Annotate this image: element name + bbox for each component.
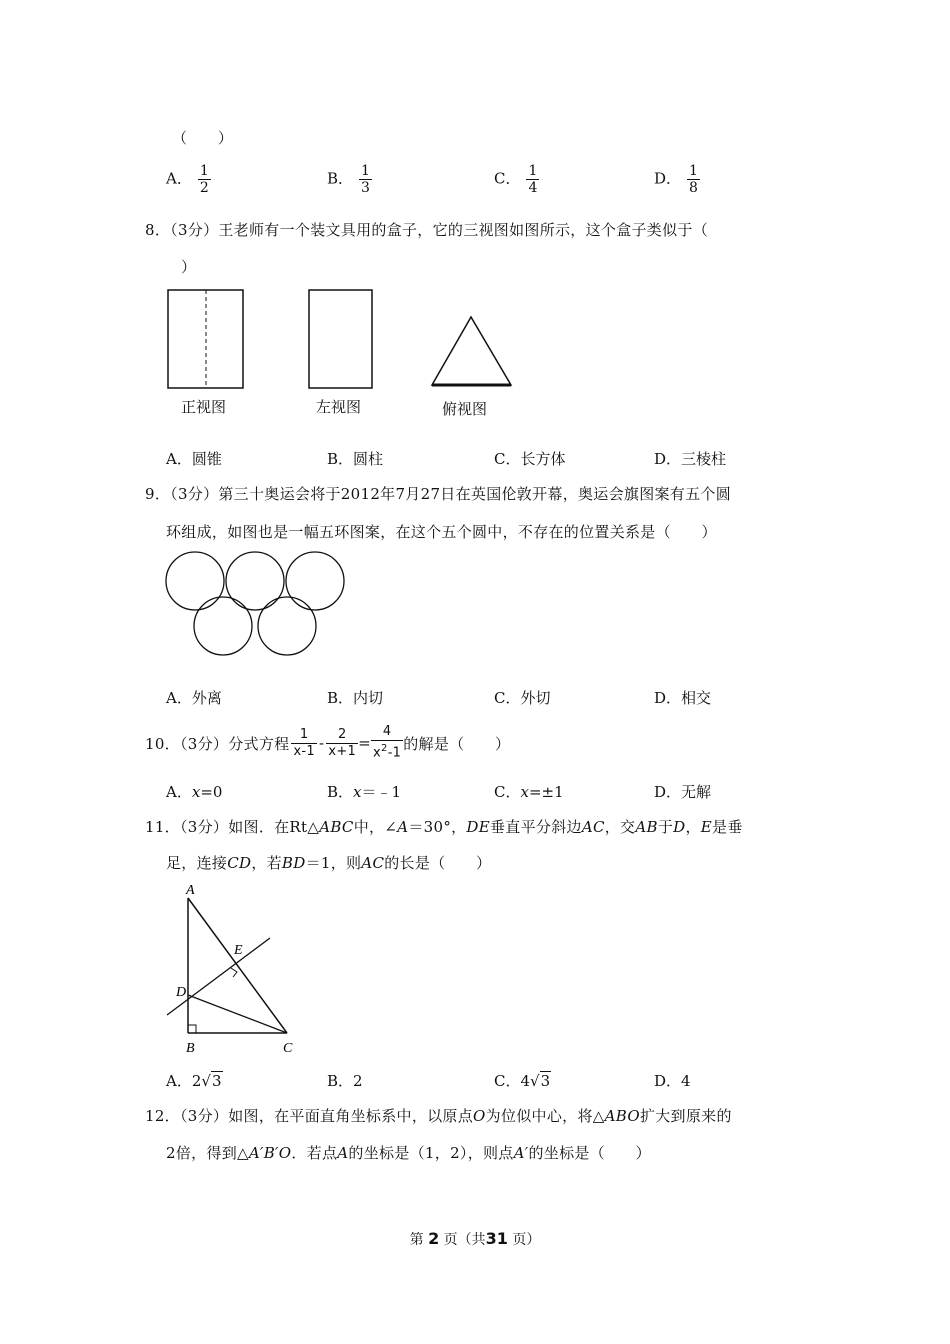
q12-text-line2 — [166, 1142, 651, 1163]
text-seg: 足，连接 — [166, 854, 228, 872]
q10-prefix: 10．（3分）分式方程 — [145, 734, 290, 753]
text-var: O — [278, 1144, 292, 1162]
q10-option-c[interactable] — [494, 781, 564, 802]
q7-option-a[interactable] — [166, 163, 211, 196]
option-rest: =0 — [200, 783, 223, 801]
q9-option-d[interactable]: D．相交 — [654, 689, 712, 707]
ring-2 — [226, 552, 284, 610]
q8-text-line1: 8．（3分）王老师有一个装文具用的盒子，它的三视图如图所示，这个盒子类似于（ — [145, 221, 708, 239]
front-view-caption: 正视图 — [181, 398, 227, 416]
ring-3 — [286, 552, 344, 610]
option-var: x — [353, 783, 362, 801]
text-var: A′ — [513, 1144, 529, 1162]
q10-text — [145, 718, 510, 768]
option-letter: A． — [166, 783, 192, 801]
text-seg: 是垂 — [712, 818, 743, 836]
q8-option-d[interactable]: D．三棱柱 — [654, 450, 727, 468]
option-coef: 2 — [353, 1072, 363, 1090]
denominator: x-1 — [293, 743, 315, 759]
option-letter: D． — [654, 783, 682, 801]
fraction — [687, 163, 700, 196]
fraction — [526, 163, 539, 196]
sqrt-symbol: √3 — [201, 1072, 222, 1090]
numerator: 1 — [291, 727, 317, 744]
q8-option-b[interactable]: B．圆柱 — [327, 450, 384, 468]
option-var: x — [520, 783, 529, 801]
text-var: A — [397, 818, 409, 836]
q10-option-b[interactable] — [327, 781, 401, 802]
label-e: E — [234, 943, 243, 958]
right-angle-e — [231, 968, 237, 977]
text-seg: ，若 — [251, 854, 282, 872]
q11-text-line1 — [145, 816, 743, 837]
text-seg: ，交 — [604, 818, 636, 836]
q11-option-b[interactable] — [327, 1070, 363, 1091]
denominator: 8 — [689, 180, 698, 196]
olympic-rings-figure — [160, 548, 355, 663]
text-seg: 的坐标是（ ） — [528, 1144, 651, 1162]
ring-5 — [258, 597, 316, 655]
q7-option-c[interactable] — [494, 163, 539, 196]
option-letter: B． — [327, 783, 354, 801]
option-var: x — [191, 783, 201, 801]
total-pages: 31 — [485, 1229, 508, 1248]
text-seg: 扩大到原来的 — [639, 1107, 732, 1125]
q10-fraction-1 — [291, 727, 317, 760]
q10-fraction-2 — [326, 727, 358, 760]
text-var: CD — [227, 854, 252, 872]
text-var: E — [700, 818, 713, 836]
left-view-rect — [309, 290, 372, 388]
text-var: O — [473, 1107, 486, 1125]
q12-text-line1 — [145, 1105, 732, 1126]
option-letter: A． — [166, 1072, 192, 1090]
option-coef: 4 — [681, 1072, 691, 1090]
q7-option-b[interactable] — [327, 163, 372, 196]
text-var: ABO — [604, 1107, 640, 1125]
text-seg: 的坐标是（1，2），则点 — [348, 1144, 514, 1162]
option-letter: A． — [166, 169, 192, 188]
denominator — [371, 741, 403, 761]
option-letter: B． — [327, 1072, 354, 1090]
ring-4 — [194, 597, 252, 655]
option-letter: C． — [494, 1072, 521, 1090]
text-seg: 中，∠ — [353, 818, 398, 836]
top-view-caption: 俯视图 — [442, 400, 488, 418]
den-base: x — [373, 745, 382, 761]
numerator: 2 — [326, 727, 358, 744]
option-coef: 2 — [191, 1072, 202, 1090]
option-letter: D． — [654, 169, 682, 188]
sqrt-symbol: √3 — [530, 1072, 551, 1090]
top-view-triangle — [432, 317, 511, 385]
equals-sign: = — [358, 734, 372, 752]
label-c: C — [283, 1041, 293, 1056]
numerator: 1 — [199, 163, 209, 179]
numerator: 4 — [371, 724, 403, 741]
text-var: BD — [281, 854, 306, 872]
text-var: AB — [635, 818, 658, 836]
q11-option-c[interactable] — [494, 1070, 551, 1091]
q11-triangle-figure — [160, 880, 300, 1060]
text-var: AC — [361, 854, 385, 872]
q9-option-b[interactable]: B．内切 — [327, 689, 384, 707]
label-b: B — [186, 1041, 195, 1056]
label-a: A — [186, 883, 195, 898]
option-letter: C． — [494, 169, 521, 188]
footer-text: 页） — [512, 1232, 541, 1248]
text-seg: ＝30°， — [408, 818, 467, 836]
option-rest: 无解 — [681, 783, 712, 801]
text-seg: 于 — [657, 818, 674, 836]
denominator: 2 — [199, 180, 209, 196]
text-var: A — [337, 1144, 349, 1162]
text-var: AC — [581, 818, 605, 836]
option-letter: D． — [654, 1072, 682, 1090]
numerator: 1 — [528, 163, 538, 179]
left-view-caption: 左视图 — [316, 398, 362, 416]
q9-text-line1: 9．（3分）第三十奥运会将于2012年7月27日在英国伦敦开幕，奥运会旗图案有五个圆 — [145, 485, 731, 503]
text-var: ABC — [319, 818, 354, 836]
text-seg: 12．（3分）如图，在平面直角坐标系中，以原点 — [145, 1107, 474, 1125]
text-seg: ＝1，则 — [305, 854, 362, 872]
radicand: 3 — [540, 1072, 551, 1090]
segment-ac — [188, 898, 287, 1033]
option-rest: ＝﹣1 — [361, 783, 402, 801]
q9-option-a[interactable]: A．外离 — [166, 689, 222, 707]
q10-option-a[interactable] — [166, 781, 222, 802]
text-var: D — [673, 818, 686, 836]
option-rest: =±1 — [528, 783, 564, 801]
q8-text-line2: ） — [181, 258, 197, 276]
q11-text-line2 — [166, 852, 491, 873]
text-var: A′ — [248, 1144, 264, 1162]
q11-option-a[interactable] — [166, 1070, 223, 1091]
ring-1 — [166, 552, 224, 610]
text-seg: ， — [685, 818, 701, 836]
q9-text-line2: 环组成，如图也是一幅五环图案，在这个五个圆中，不存在的位置关系是（ ） — [166, 523, 717, 541]
page-number: 2 — [428, 1229, 440, 1248]
label-d: D — [176, 985, 187, 1000]
footer-text: 页（共 — [443, 1232, 486, 1248]
q11-option-d[interactable] — [654, 1070, 691, 1091]
text-seg: 为位似中心，将△ — [485, 1107, 605, 1125]
page-footer — [0, 1229, 950, 1249]
text-seg: 2倍，得到△ — [166, 1144, 249, 1162]
q7-paren: （ ） — [172, 129, 234, 147]
den-exponent: 2 — [381, 743, 388, 755]
q10-option-d[interactable] — [654, 781, 711, 802]
option-coef: 4 — [520, 1072, 531, 1090]
text-seg: 的长是（ ） — [384, 854, 492, 872]
q8-option-c[interactable]: C．长方体 — [494, 450, 566, 468]
right-angle-b — [188, 1025, 196, 1033]
denominator: 3 — [361, 180, 370, 196]
text-var: B′ — [263, 1144, 279, 1162]
minus-sign: - — [319, 734, 325, 752]
q7-option-d[interactable] — [654, 163, 700, 196]
numerator: 1 — [361, 163, 370, 179]
q10-fraction-3 — [371, 724, 403, 761]
text-var: DE — [466, 818, 490, 836]
option-letter: C． — [494, 783, 521, 801]
text-seg: ．若点 — [291, 1144, 338, 1162]
den-rest: -1 — [387, 745, 402, 761]
q8-option-a[interactable]: A．圆锥 — [166, 450, 222, 468]
option-letter: B． — [327, 169, 354, 188]
footer-text: 第 — [409, 1232, 424, 1248]
fraction — [359, 163, 372, 196]
radicand: 3 — [211, 1072, 222, 1090]
q10-suffix: 的解是（ ） — [403, 734, 511, 753]
numerator: 1 — [689, 163, 698, 179]
denominator: x+1 — [328, 743, 357, 759]
fraction — [198, 163, 211, 196]
q9-option-c[interactable]: C．外切 — [494, 689, 551, 707]
text-seg: 垂直平分斜边 — [490, 818, 582, 836]
line-de — [167, 938, 270, 1015]
q8-three-views-figure — [160, 285, 540, 395]
denominator: 4 — [528, 180, 538, 196]
text-seg: 11．（3分）如图．在Rt△ — [145, 818, 320, 836]
